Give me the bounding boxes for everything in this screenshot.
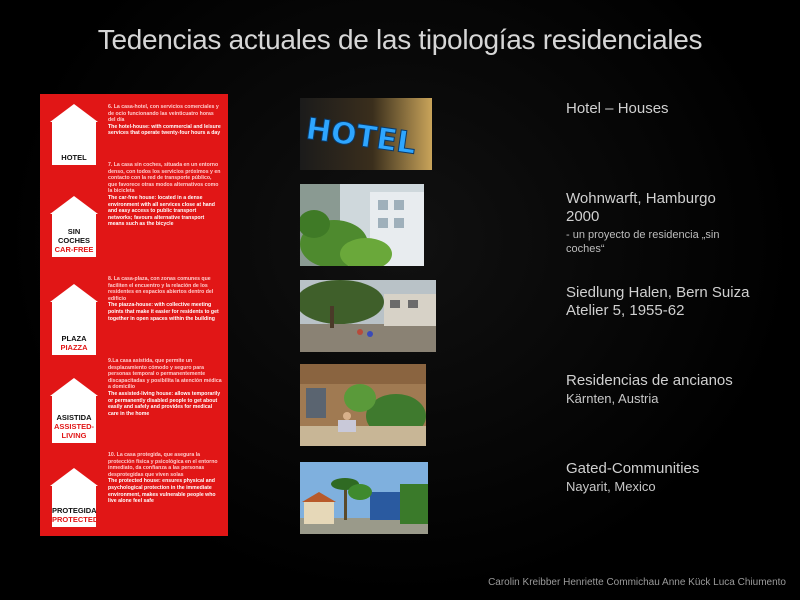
caption-wohnwarft: Wohnwarft, Hamburgo 2000 - un proyecto de residencia „sin coches“ — [566, 190, 720, 255]
hotel-sign-photo — [300, 98, 432, 170]
caption-hotel: Hotel – Houses — [566, 100, 669, 117]
caption-siedlung-halen: Siedlung Halen, Bern Suiza Atelier 5, 1955-62 — [566, 284, 750, 319]
typology-panel — [40, 94, 228, 536]
house-icon: ASISTIDA ASSISTED-LIVING — [50, 378, 98, 443]
residencias-photo — [300, 364, 426, 446]
house-icon: HOTEL — [50, 104, 98, 165]
typology-text: 9.La casa asistida, que permite un desplazamiento cómodo y seguro para personas temporal o permanentemente discapacitadas y posibilita la atención médica a domicilio The assisted-living house: allows temporarily or permanently disabled people to get about easily and safely and provides for medical care in the home — [108, 358, 222, 417]
house-icon: PROTEGIDA PROTECTED — [50, 468, 98, 527]
siedlung-halen-photo — [300, 280, 436, 352]
caption-residencias: Residencias de ancianos Kärnten, Austria — [566, 372, 733, 406]
hotel-sign-text: HOTEL — [303, 111, 419, 162]
wohnwarft-photo — [300, 184, 424, 266]
typology-text: 10. La casa protegida, que asegura la protección física y psicológica en el entorno inmediato, da confianza a las personas desprotegidas que viven solas The protected house: ensures physical and psychological protection in the immediate environment, makes vulnerable people who live alone feel safe — [108, 452, 218, 505]
house-icon: SIN COCHES CAR-FREE — [50, 196, 98, 257]
footer-authors: Carolin Kreibber Henriette Commichau Anne Kück Luca Chiumento — [488, 577, 786, 588]
caption-gated-communities: Gated-Communities Nayarit, Mexico — [566, 460, 700, 494]
typology-text: 7. La casa sin coches, situada en un entorno denso, con todos los servicios próximos y en contacto con la red de transporte público, que favorece otras modos alternativos como la bicicleta The car-free house: located in a dense environment with all services close at hand and easy access to public transport networks; favours alternative transport means such as the bicycle — [108, 162, 221, 228]
house-icon: PLAZA PIAZZA — [50, 284, 98, 355]
gated-community-photo — [300, 462, 428, 534]
typology-text: 8. La casa-plaza, con zonas comunes que faciliten el encuentro y la relación de los residentes en espacios abiertos dentro del edificio The piazza-house: with collective meeting points that make it easier for residents to get together in open spaces within the building — [108, 276, 219, 322]
typology-text: 6. La casa-hotel, con servicios comerciales y de ocio funcionando las veinticuatro horas del día The hotel-house: with commercial and leisure services that operate twenty-four hours a day — [108, 104, 221, 137]
slide-title: Tedencias actuales de las tipologías residenciales — [97, 24, 703, 55]
